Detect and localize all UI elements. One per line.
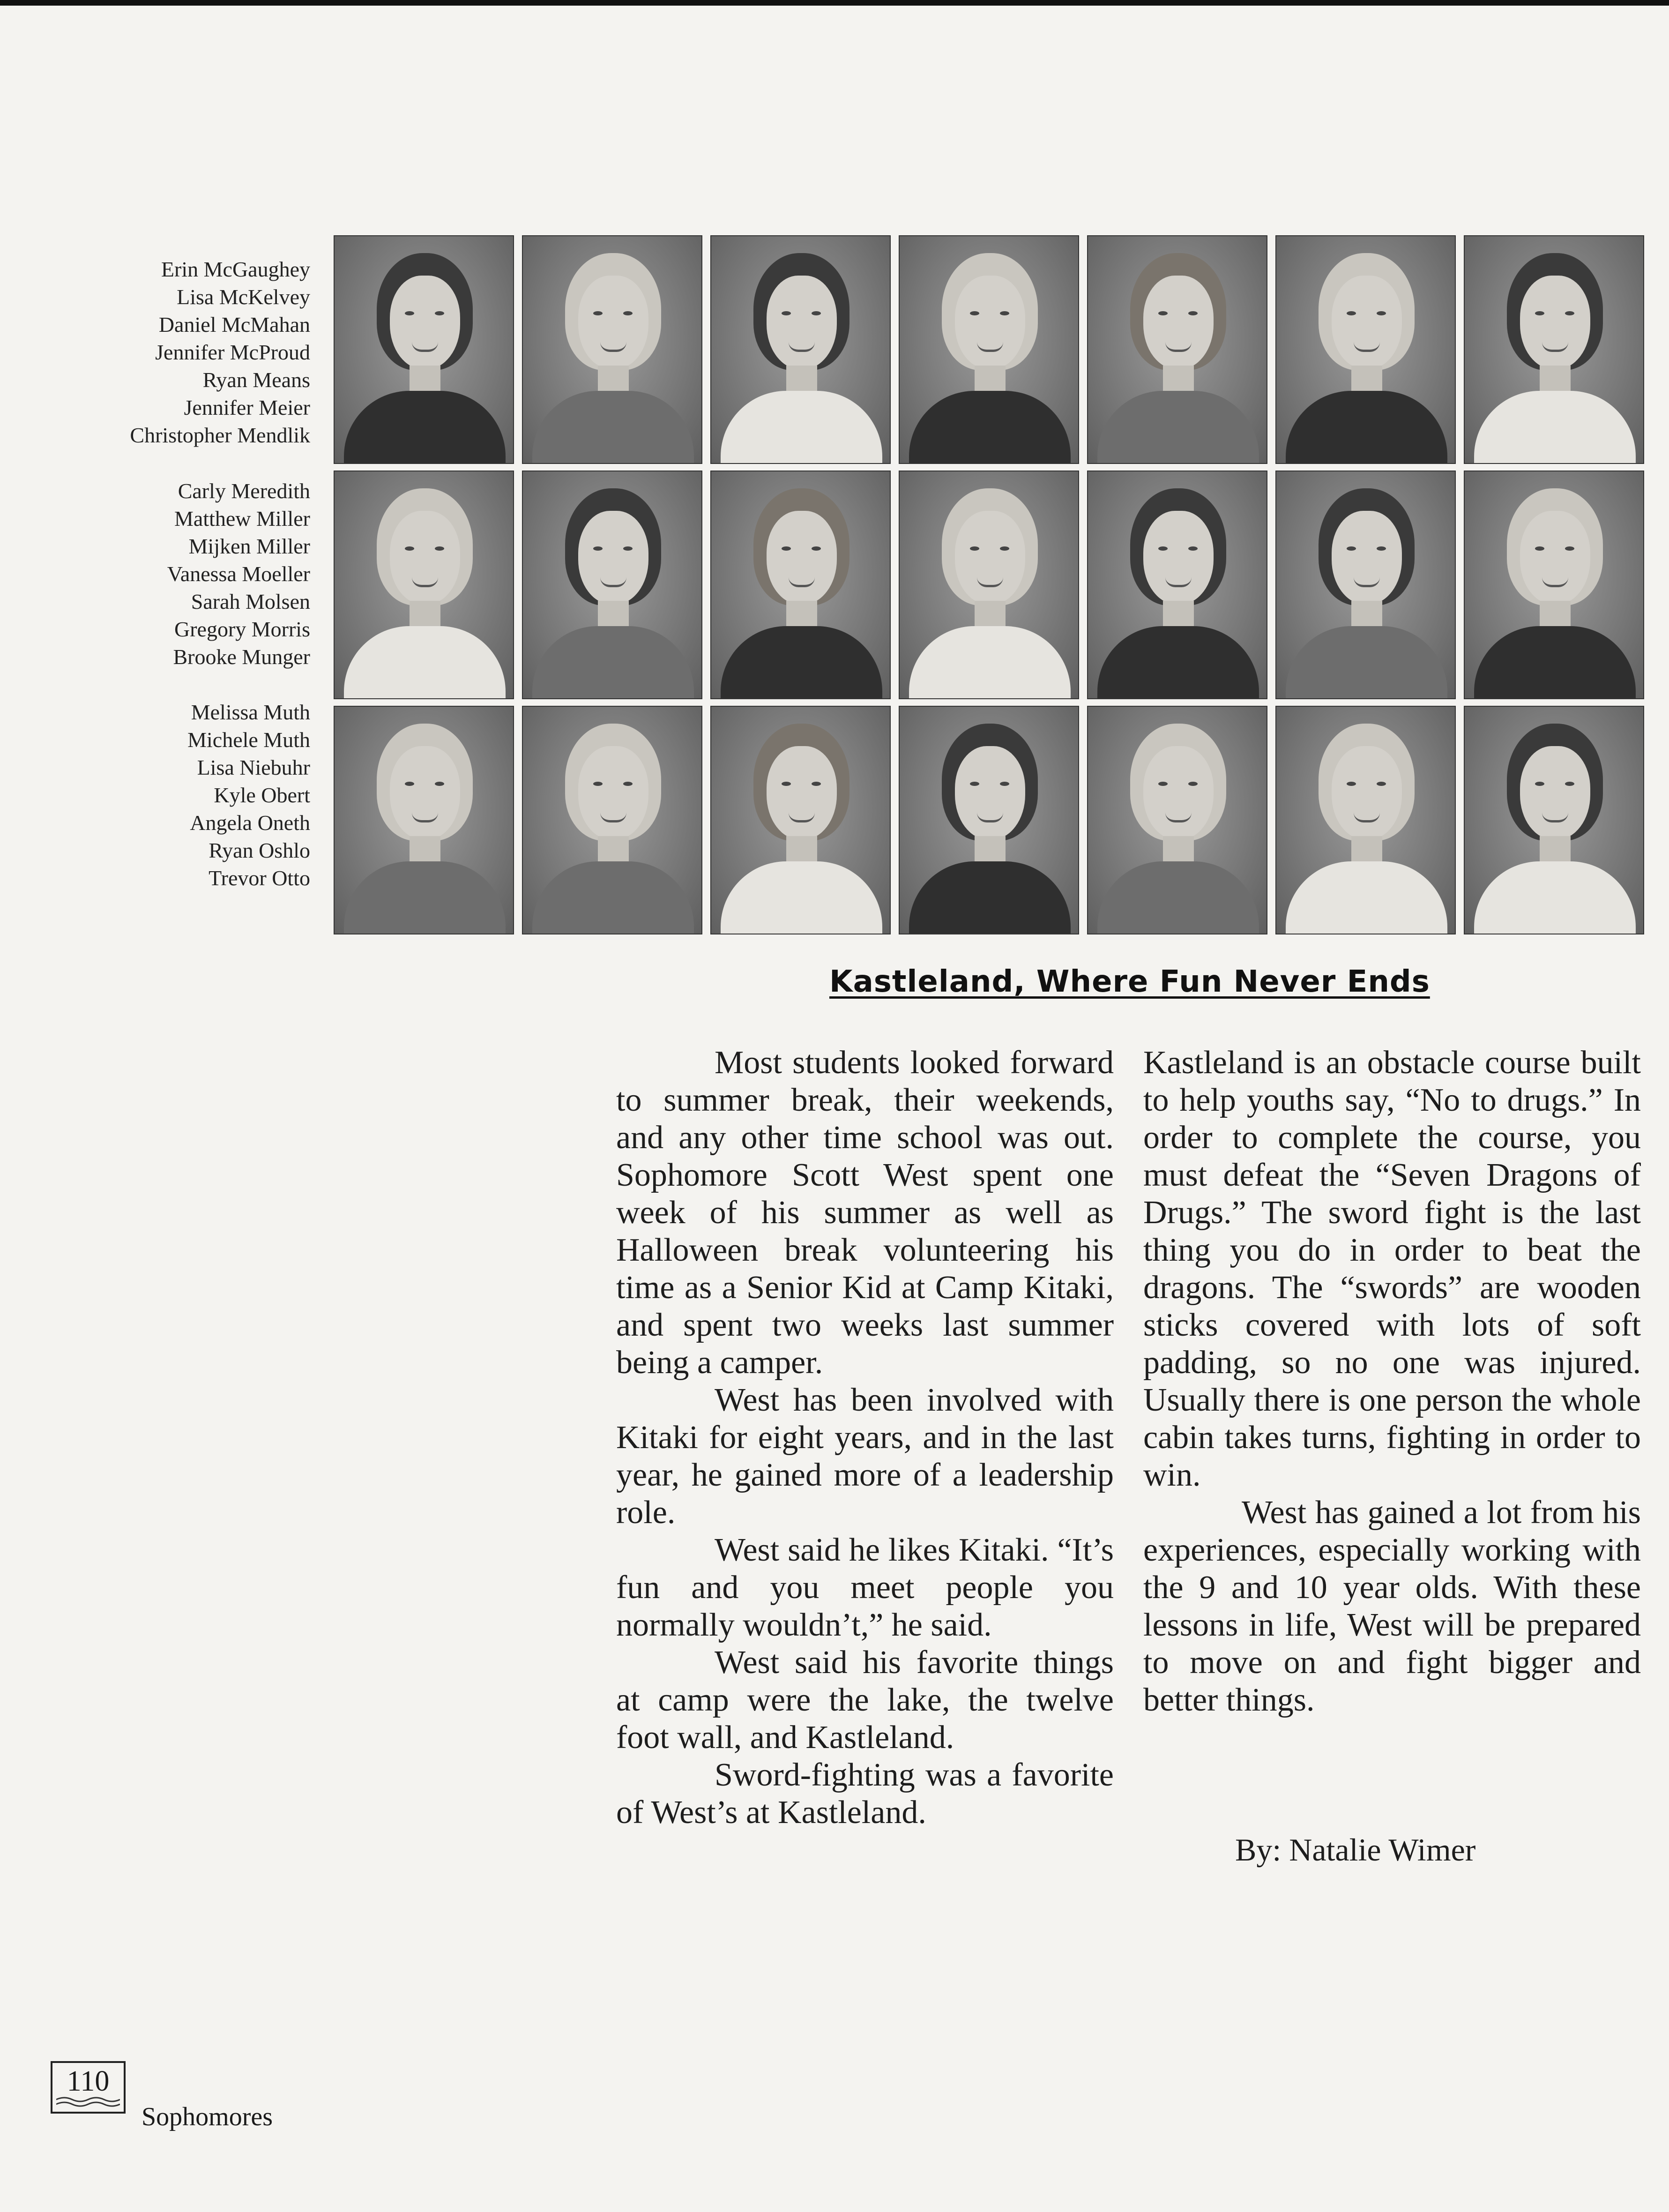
portrait-photo	[334, 706, 514, 934]
student-name: Lisa Niebuhr	[197, 755, 310, 779]
page-number-box	[51, 2061, 126, 2114]
student-name: Sarah Molsen	[191, 590, 310, 613]
student-name: Lisa McKelvey	[177, 285, 310, 309]
portrait-photo	[1464, 471, 1644, 699]
student-name: Angela Oneth	[190, 811, 310, 835]
portrait-photo	[1464, 235, 1644, 464]
article-paragraph: West has gained a lot from his experiences, especially working with the 9 and 10 year olds. With these lessons in life, West will be prepared to move on and fight bigger and better things.	[1143, 1495, 1641, 1718]
article-paragraph: West said he likes Kitaki. “It’s fun and you meet people you normally wouldn’t,” he said.	[616, 1532, 1114, 1643]
wave-icon	[56, 2095, 120, 2109]
student-name: Christopher Mendlik	[130, 423, 310, 447]
student-name: Vanessa Moeller	[167, 562, 310, 586]
article-paragraph: Most students looked forward to summer break, their weekends, and any other time school was out. Sophomore Scott West spent one week of his summer as well as Halloween break volunteering his time as a Senior Kid at Camp Kitaki, and spent two weeks last summer being a camper.	[616, 1045, 1114, 1381]
portrait-photo	[710, 235, 891, 464]
article-column-right	[1143, 1044, 1641, 1719]
article-paragraph: West has been involved with Kitaki for eight years, and in the last year, he gained more of a leadership role.	[616, 1382, 1114, 1531]
student-name: Ryan Oshlo	[209, 838, 310, 862]
student-name: Kyle Obert	[214, 783, 310, 807]
article-paragraph: Sword-fighting was a favorite of West’s at Kastleland.	[616, 1757, 1114, 1831]
portrait-photo	[522, 706, 702, 934]
portrait-photo	[1087, 706, 1267, 934]
portrait-photo	[1275, 471, 1456, 699]
student-name: Erin McGaughey	[161, 257, 310, 281]
portrait-photo	[522, 471, 702, 699]
names-row-2	[29, 477, 310, 671]
portrait-photo	[1087, 471, 1267, 699]
names-row-1	[29, 255, 310, 449]
portrait-photo	[1275, 235, 1456, 464]
article-column-left	[616, 1044, 1114, 1831]
portrait-photo	[710, 706, 891, 934]
portrait-photo	[899, 471, 1079, 699]
student-name: Jennifer McProud	[155, 340, 310, 364]
article-paragraph: West said his favorite things at camp were the lake, the twelve foot wall, and Kastleland.	[616, 1644, 1114, 1756]
article-paragraph: Kastleland is an obstacle course built to help youths say, “No to drugs.” In order to complete the course, you must defeat the “Seven Dragons of Drugs.” The sword fight is the last thing you do in order to beat the dragons. The “swords” are wooden sticks covered with lots of soft padding, so no one was injured. Usually there is one person the whole cabin takes turns, fighting in order to win.	[1143, 1045, 1641, 1493]
student-name: Carly Meredith	[178, 479, 310, 503]
student-name: Mijken Miller	[188, 534, 310, 558]
portrait-photo	[1087, 235, 1267, 464]
student-name: Michele Muth	[187, 728, 310, 752]
portrait-photo	[710, 471, 891, 699]
student-name: Jennifer Meier	[184, 396, 310, 419]
portrait-photo	[1464, 706, 1644, 934]
student-name: Trevor Otto	[209, 866, 310, 890]
portrait-photo	[899, 706, 1079, 934]
article-byline: By: Natalie Wimer	[1235, 1832, 1476, 1868]
portrait-photo	[899, 235, 1079, 464]
student-name: Melissa Muth	[191, 700, 310, 724]
names-row-3	[29, 698, 310, 892]
student-name: Daniel McMahan	[158, 313, 310, 336]
top-border	[0, 0, 1669, 6]
student-name: Brooke Munger	[173, 645, 310, 669]
student-name: Gregory Morris	[174, 617, 310, 641]
portrait-photo	[334, 235, 514, 464]
student-name: Matthew Miller	[174, 507, 310, 531]
page-number: 110	[67, 2065, 110, 2097]
portrait-photo	[1275, 706, 1456, 934]
section-label: Sophomores	[142, 2102, 273, 2131]
portrait-photo	[522, 235, 702, 464]
article-headline: Kastleland, Where Fun Never Ends	[829, 964, 1430, 999]
portrait-grid	[334, 235, 1644, 934]
student-name: Ryan Means	[202, 368, 310, 392]
portrait-photo	[334, 471, 514, 699]
